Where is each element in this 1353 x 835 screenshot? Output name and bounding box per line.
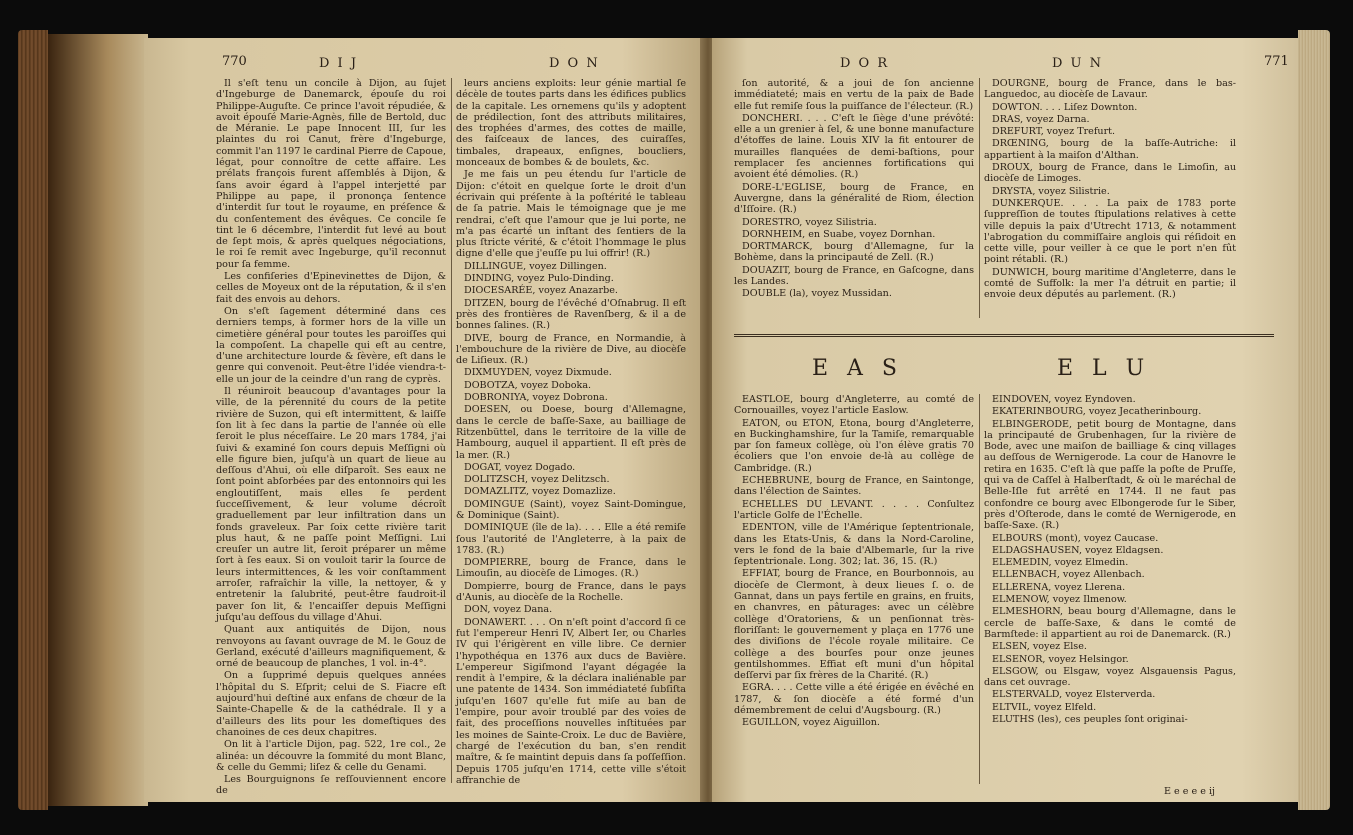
entry: DOBOTZA, voyez Doboka. bbox=[464, 379, 592, 391]
entry: ELSTERVALD, voyez Elsterverda. bbox=[992, 689, 1156, 701]
paragraph: On lit à l'article Dijon, pag. 522, 1re col., 2e alinéa: un découvre la ſommité du mont Blanc, & celle du Gemmi; liſez & celle du Genami. bbox=[216, 739, 446, 773]
paragraph: On a ſupprimé depuis quelques années l'hôpital du S. Eſprit; celui de S. Fiacre eſt aujourd'hui deſtiné aux enfans de chœur de la Sainte-Chapelle & de la cathédrale. Il y a d'ailleurs des lits pour les domeſtiques des chanoines de ces deux chapitres. bbox=[216, 670, 446, 738]
entry: DOMINIQUE (île de la). . . . Elle a été remiſe ſous l'autorité de l'Angleterre, à la paix de 1783. (R.) bbox=[456, 522, 686, 556]
entry: ELDAGSHAUSEN, voyez Eldagsen. bbox=[992, 544, 1164, 556]
paragraph: Je me fais un peu étendu ſur l'article de Dijon: c'étoit en quelque ſorte le droit d'un écrivain qui préſente à la poſtérité le tableau de ſa patrie. Mais le témoignage que je me rendrai, c'eſt que l'amour que je lui porte, ne m'a pas écarté un inſtant des ſentiers de la plus ſtricte vérité, & c'étoit l'hommage le plus digne d'elle que j'euſſe pu lui offrir! (R.) bbox=[456, 169, 686, 260]
entry: DOMPIERRE, bourg de France, dans le Limouſin, au diocèſe de Limoges. (R.) bbox=[456, 557, 686, 580]
entry: DORE-L'EGLISE, bourg de France, en Auvergne, dans la généralité de Riom, élection d'Iſſoire. (R.) bbox=[734, 181, 974, 216]
entry: ELBINGERODE, petit bourg de Montagne, dans la principauté de Grubenhagen, ſur la rivière de Bode, avec une maiſon de bailliage & cinq villages au deſſous de Wernigerode. La cour de Hanovre le retira en 1635. C'eſt là que paſſe la poſte de Pruſſe, qui va de Caſſel à Halberſtadt, & où le maréchal de Belle-Iſle fut arrêté en 1744. Il ne faut pas confondre ce bourg avec Elbongerode ſur le Siber, près d'Oſterode, dans le comté de Wernigerode, en baſſe-Saxe. (R.) bbox=[984, 418, 1236, 532]
entry: DOWTON. . . . Liſez Downton. bbox=[992, 101, 1138, 113]
paragraph: On s'eſt ſagement déterminé dans ces derniers temps, à former hors de la ville un cimetière général pour toutes les paroiſſes qui la compoſent. La chapelle qui eſt au centre, d'une architecture lourde & ſèvère, eſt dans le genre qui convenoit. Peut-être l'idée viendra-t-elle un jour de la ceindre d'un rang de cyprès. bbox=[216, 305, 446, 385]
page-number-left: 770 bbox=[222, 54, 247, 69]
right-page-bottom-column-1 bbox=[734, 394, 974, 730]
entry: DOUBLE (la), voyez Mussidan. bbox=[742, 288, 892, 300]
entry: DITZEN, bourg de l'évêché d'Oſnabrug. Il eſt près des frontières de Ravenſberg, & il a de bonnes ſalines. (R.) bbox=[456, 297, 686, 332]
entry: DRAS, voyez Darna. bbox=[992, 113, 1090, 125]
right-page-top-column-1 bbox=[734, 78, 974, 301]
entry: ELMENOW, voyez Ilmenow. bbox=[992, 594, 1127, 606]
entry: DIVE, bourg de France, en Normandie, à l'embouchure de la rivière de Dive, au diocèſe de Liſieux. (R.) bbox=[456, 332, 686, 367]
column-divider bbox=[979, 78, 980, 318]
entry: ELBOURS (mont), voyez Caucase. bbox=[992, 532, 1159, 544]
entry: ELSGOW, ou Elsgaw, voyez Alsgauensis Pagus, dans cet ouvrage. bbox=[984, 665, 1236, 689]
book-edge-left bbox=[18, 30, 48, 810]
header-right-word: D U N bbox=[1052, 56, 1104, 71]
paragraph: leurs anciens exploits: leur génie martial ſe décèle de toutes parts dans les édifices publics de la capitale. Les ornemens qu'ils y adoptent de prédilection, ſont des attributs militaires, des trophées d'armes, des cottes de maille, des faiſceaux de lances, des cuiraſſes, timbales, drapeaux, enſignes, boucliers, monceaux de bombes & de boulets, &c. bbox=[456, 78, 686, 169]
entry: DOURGNE, bourg de France, dans le bas-Languedoc, au diocèſe de Lavaur. bbox=[984, 78, 1236, 101]
entry: DROUX, bourg de France, dans le Limoſin, au diocèſe de Limoges. bbox=[984, 162, 1236, 185]
paragraph: Les confiſeries d'Epinevinettes de Dijon, & celles de Moyeux ont de la réputation, & il s'en fait des envois au dehors. bbox=[216, 271, 446, 305]
entry: ELMESHORN, beau bourg d'Allemagne, dans le cercle de baſſe-Saxe, & dans le comté de Barmſtede: il appartient au roi de Danemarck. (R.) bbox=[984, 606, 1236, 640]
section-rule bbox=[734, 334, 1274, 337]
right-page-bottom-column-2 bbox=[984, 394, 1236, 726]
entry: DOESEN, ou Doese, bourg d'Allemagne, dans le cercle de baſſe-Saxe, au bailliage de Ritzenbüttel, dans le territoire de la ville de Hambourg, auquel il appartient. Il eſt près de la mer. (R.) bbox=[456, 404, 686, 461]
entry: EGUILLON, voyez Aiguillon. bbox=[742, 717, 880, 729]
entry: DONAWERT. . . . On n'eſt point d'accord ſi ce fut l'empereur Henri IV, Albert Ier, ou Charles IV qui l'érigèrent en ville libre. Ce dernier l'hypothéqua en 1376 aux ducs de Bavière. L'empereur Sigiſmond l'ayant dégagée la rendit à l'empire, & la déclara inaliénable par une patente de 1434. Son immédiateté ſubſiſta juſqu'en 1607 qu'elle fut miſe au ban de l'empire, pour avoir troublé par des voies de fait, des proceſſions nouvelles inſtituées par les moines de Sainte-Croix. Le duc de Bavière, chargé de l'exécution du ban, s'en rendit maître, & ſe maintint depuis dans ſa poſſeſſion. Depuis 1705 juſqu'en 1714, cette ville s'étoit affranchie de bbox=[456, 616, 686, 786]
entry: DILLINGUE, voyez Dillingen. bbox=[464, 260, 607, 272]
paragraph: Il s'eſt tenu un concile à Dijon, au ſujet d'Ingeburge de Danemarck, épouſe du roi Philippe-Auguſte. Ce prince l'avoit répudiée, & avoit épouſé Marie-Agnès, fille de Bertold, duc de Méranie. Le pape Innocent III, ſur les plaintes du roi Canut, frère d'Ingeburge, commit l'an 1197 le cardinal Pierre de Capoue, légat, pour connoître de cette affaire. Les prélats françois furent aſſemblés à Dijon, & ſans avoir égard à l'appel interjetté par Philippe au pape, il prononça ſentence d'interdit ſur tout le royaume, en préſence & du conſentement des évêques. Ce concile ſe tint le 6 décembre, l'interdit fut levé au bout de ſept mois, & après quelques négociations, le roi ſe remit avec Ingeburge, qu'il reconnut pour ſa femme. bbox=[216, 78, 446, 270]
paragraph: ſon autorité, & a joui de ſon ancienne immédiateté; mais en vertu de la paix de Bade elle fut remiſe ſous la puiſſance de l'électeur. (R.) bbox=[734, 78, 974, 112]
page-number-right: 771 bbox=[1264, 54, 1289, 69]
entry: DIOCESARÉE, voyez Anazarbe. bbox=[464, 285, 618, 297]
header-right-word: D O N bbox=[549, 56, 600, 71]
paragraph: Il réuniroit beaucoup d'avantages pour la ville, de la pérennité du cours de la petite rivière de Suzon, qui eſt intermittent, & laiſſe ſon lit à ſec dans la partie de l'année où elle ſeroit le plus néceſſaire. Le 20 mars 1784, j'ai ſuivi & examiné ſon cours depuis Meſſigni où elle figure bien, juſqu'à un quart de lieue au deſſous d'Ahui, où elle diſparoît. Ses eaux ne ſont point abſorbées par des entonnoirs qui les engloutiſſent, mais elles ſe perdent ſucceſſivement, & leur volume décroît graduellement par leur infiltration dans un fonds graveleux. Par ſoix cette rivière tarit plus haut, & ne paſſe point Meſſigni. Lui creuſer un autre lit, ſeroit préparer un même ſort à ſes eaux. Si on vouloit tarir la ſource de leurs intermittences, & les voir conſtamment arroſer, rafraîchir la ville, la nettoyer, & y entretenir la ſalubrité, peut-être faudroit-il paver ſon lit, & l'encaiſſer depuis Meſſigni juſqu'au deſſous du village d'Ahui. bbox=[216, 386, 446, 623]
entry: DORNHEIM, en Suabe, voyez Dornhan. bbox=[742, 228, 936, 240]
entry: DRŒNING, bourg de la baſſe-Autriche: il appartient à la maiſon d'Althan. bbox=[984, 138, 1236, 161]
entry: DONCHERI. . . . C'eſt le ſiège d'une prévôté: elle a un grenier à ſel, & une bonne manufacture d'étoffes de laine. Louis XIV la fit entourer de murailles flanquées de demi-baſtions, pour remplacer ſes anciennes fortifications qui avoient été démolies. (R.) bbox=[734, 112, 974, 181]
entry: EKATERINBOURG, voyez Jecatherinbourg. bbox=[992, 406, 1202, 418]
entry: DORESTRO, voyez Silistria. bbox=[742, 216, 877, 228]
entry: Dompierre, bourg de France, dans le pays d'Aunis, au diocèſe de la Rochelle. bbox=[456, 580, 686, 604]
entry: DOMINGUE (Saint), voyez Saint-Domingue, & Dominique (Saint). bbox=[456, 498, 686, 521]
entry: EATON, ou ETON, Etona, bourg d'Angleterre, en Buckinghamshire, ſur la Tamiſe, remarquable par ſon fameux collège, où l'on élève gratis 70 écoliers que l'on envoie de-là au collège de Cambridge. (R.) bbox=[734, 417, 974, 474]
entry: EDENTON, ville de l'Amérique ſeptentrionale, dans les Etats-Unis, & dans la Nord-Caroline, vers le fond de la baie d'Albemarle, ſur la rive ſeptentrionale. Long. 302; lat. 36, 15. (R.) bbox=[734, 522, 974, 568]
column-divider bbox=[451, 78, 452, 783]
book-edge-right bbox=[1298, 30, 1330, 810]
entry: EINDOVEN, voyez Eyndoven. bbox=[992, 394, 1136, 405]
header-left-word: D O R bbox=[840, 56, 890, 71]
entry: DUNKERQUE. . . . La paix de 1783 porte ſuppreſſion de toutes ſtipulations relatives à cette ville depuis la paix d'Utrecht 1713, & notamment l'abrogation du commiſſaire anglois qui réſidoit en cette ville, pour veiller à ce que le port n'en fût point rétabli. (R.) bbox=[984, 197, 1236, 266]
entry: ECHEBRUNE, bourg de France, en Saintonge, dans l'élection de Saintes. bbox=[734, 475, 974, 498]
entry: DOGAT, voyez Dogado. bbox=[464, 461, 576, 473]
signature-mark: E e e e e ij bbox=[1164, 786, 1216, 797]
left-page bbox=[144, 38, 706, 802]
entry: ECHELLES DU LEVANT. . . . . Conſultez l'article Golfe de l'Échelle. bbox=[734, 498, 974, 521]
entry: DON, voyez Dana. bbox=[464, 604, 553, 616]
left-page-column-1 bbox=[216, 78, 446, 798]
entry: DOUAZIT, bourg de France, en Gaſcogne, dans les Landes. bbox=[734, 264, 974, 288]
section-heading-left: E A S bbox=[812, 356, 904, 381]
left-page-column-2 bbox=[456, 78, 686, 787]
entry: ELUTHS (les), ces peuples ſont originai- bbox=[992, 714, 1188, 726]
section-heading-right: E L U bbox=[1057, 356, 1151, 381]
entry: ELSENOR, voyez Helsingor. bbox=[992, 653, 1129, 665]
entry: EFFIAT, bourg de France, en Bourbonnois, au diocèſe de Clermont, à deux lieues ſ. o. de Gannat, dans un pays fertile en grains, en fruits, en chanvres, en pâturages: avec un célèbre collège d'Oratoriens, & un penſionnat très-floriſſant: le gouvernement y plaça en 1776 une des diviſions de l'école royale militaire. Ce collège a des bourſes pour onze jeunes gentilshommes. Effiat eſt muni d'un hôpital deſſervi par ſix frères de la Charité. (R.) bbox=[734, 568, 974, 682]
entry: DOLITZSCH, voyez Delitzsch. bbox=[464, 474, 610, 486]
header-left-word: D I J bbox=[319, 56, 359, 71]
entry: EASTLOE, bourg d'Angleterre, au comté de Cornouailles, voyez l'article Easlow. bbox=[734, 394, 974, 417]
entry: EGRA. . . . Cette ville a été érigée en évêché en 1787, & ſon diocèſe a été formé d'un démembrement de celui d'Augsbourg. (R.) bbox=[734, 682, 974, 717]
right-page-top-column-2 bbox=[984, 78, 1236, 302]
entry: ELSEN, voyez Else. bbox=[992, 641, 1087, 653]
entry: ELTVIL, voyez Elfeld. bbox=[992, 701, 1097, 713]
entry: ELEMEDIN, voyez Elmedin. bbox=[992, 557, 1129, 569]
entry: DOBRONIYA, voyez Dobrona. bbox=[464, 392, 608, 404]
column-divider bbox=[979, 394, 980, 784]
entry: ELLERENA, voyez Llerena. bbox=[992, 581, 1126, 593]
entry: DOMAZLITZ, voyez Domazlize. bbox=[464, 486, 616, 498]
entry: DINDING, voyez Pulo-Dinding. bbox=[464, 273, 614, 285]
entry: ELLENBACH, voyez Allenbach. bbox=[992, 569, 1145, 581]
book-spine-shade bbox=[48, 34, 148, 806]
entry: DUNWICH, bourg maritime d'Angleterre, dans le comté de Suffolk: la mer l'a détruit en partie; il envoie deux députés au parlement. (R.) bbox=[984, 266, 1236, 301]
entry: DORTMARCK, bourg d'Allemagne, ſur la Bohème, dans la principauté de Zell. (R.) bbox=[734, 241, 974, 264]
entry: DRYSTA, voyez Silistrie. bbox=[992, 185, 1110, 197]
paragraph: Quant aux antiquités de Dijon, nous renvoyons au ſavant ouvrage de M. le Gouz de Gerland, exécuté d'ailleurs magnifiquement, & orné de beaucoup de planches, 1 vol. in-4°. bbox=[216, 624, 446, 670]
paragraph: Les Bourguignons ſe reſſouviennent encore de bbox=[216, 774, 446, 797]
entry: DIXMUYDEN, voyez Dixmude. bbox=[464, 367, 612, 379]
right-page bbox=[712, 38, 1300, 802]
entry: DREFURT, voyez Trefurt. bbox=[992, 126, 1116, 138]
